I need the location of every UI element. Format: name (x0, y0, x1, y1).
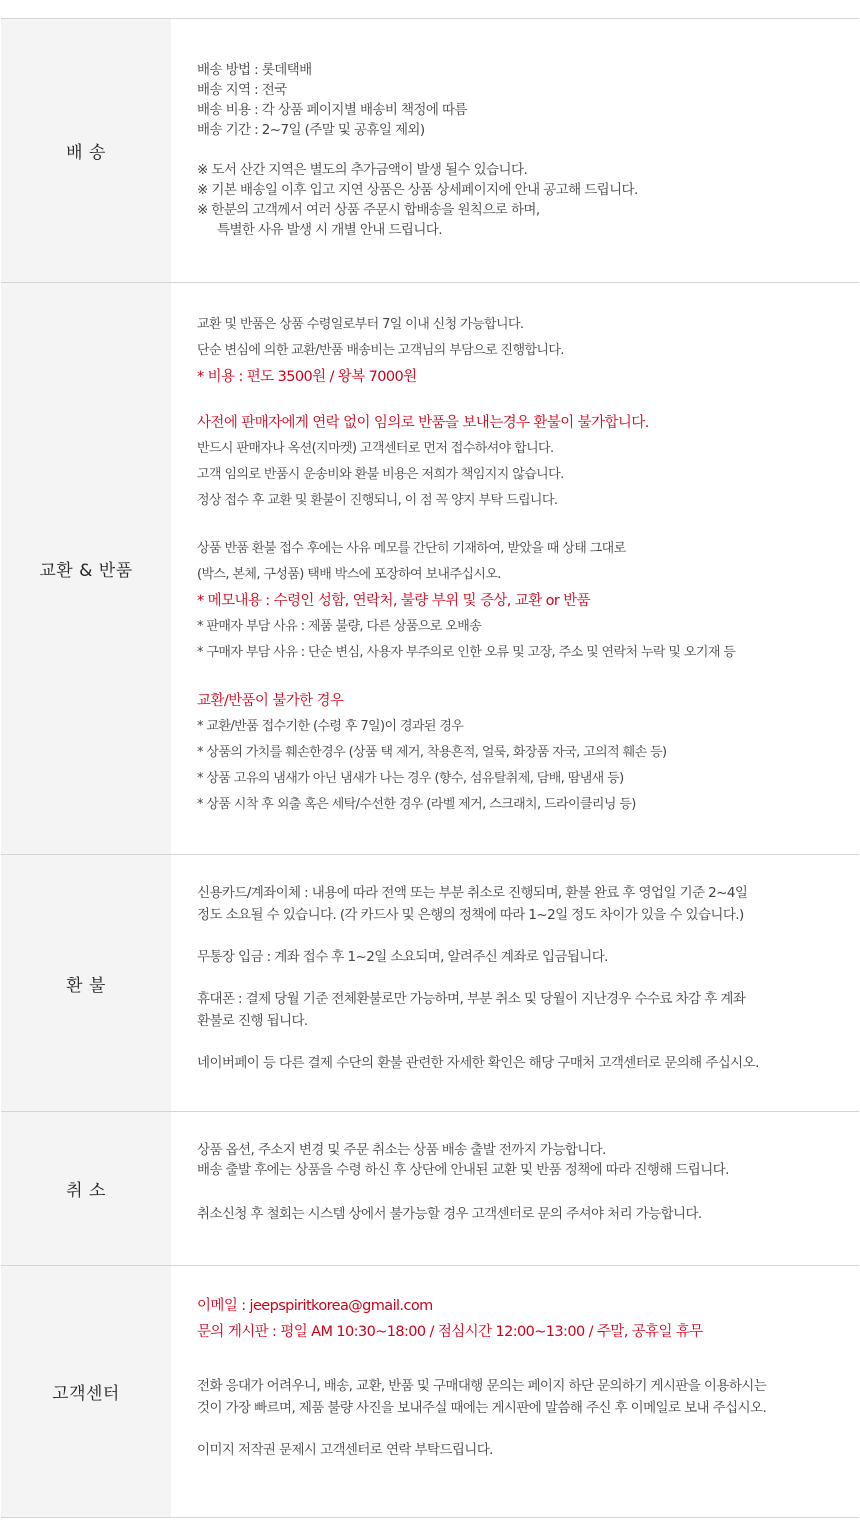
refund-line: 정도 소요될 수 있습니다. (각 카드사 및 은행의 정책에 따라 1~2일 정도 차이가 있을 수 있습니다.) (197, 907, 744, 923)
shipping-period: 배송 기간 : 2~7일 (주말 및 공휴일 제외) (197, 122, 425, 138)
shipping-note: ※ 도서 산간 지역은 별도의 추가금액이 발생 될수 있습니다. (197, 162, 528, 178)
exchange-row (1, 283, 859, 855)
exchange-line: * 상품 고유의 냄새가 아닌 냄새가 나는 경우 (향수, 섬유탈취제, 담배, 땀냄새 등) (197, 771, 624, 786)
customer-center-content (171, 1266, 859, 1517)
refund-line: 환불로 진행 됩니다. (197, 1013, 308, 1029)
cs-email: 이메일 : jeepspiritkorea@gmail.com (197, 1298, 433, 1314)
refund-header: 환 불 (1, 855, 171, 1111)
shipping-content (171, 19, 859, 282)
cancel-line: 취소신청 후 철회는 시스템 상에서 불가능할 경우 고객센터로 문의 주셔야 처리 가능합니다. (197, 1206, 702, 1222)
policy-table (1, 18, 859, 1518)
exchange-line: * 판매자 부담 사유 : 제품 불량, 다른 상품으로 오배송 (197, 619, 482, 634)
exchange-content (171, 283, 859, 854)
exchange-memo: * 메모내용 : 수령인 성함, 연락처, 불량 부위 및 증상, 교환 or 반품 (197, 593, 591, 609)
exchange-line: * 구매자 부담 사유 : 단순 변심, 사용자 부주의로 인한 오류 및 고장, 주소 및 연락처 누락 및 오기재 등 (197, 645, 736, 660)
shipping-method: 배송 방법 : 롯데택배 (197, 62, 312, 78)
refund-line: 네이버페이 등 다른 결제 수단의 환불 관련한 자세한 확인은 해당 구매처 고객센터로 문의해 주십시오. (197, 1055, 759, 1071)
refund-content (171, 855, 859, 1111)
exchange-header: 교환 & 반품 (1, 283, 171, 854)
cs-line: 전화 응대가 어려우니, 배송, 교환, 반품 및 구매대행 문의는 페이지 하단 문의하기 게시판을 이용하시는 (197, 1378, 767, 1394)
refund-line: 휴대폰 : 결제 당월 기준 전체환불로만 가능하며, 부분 취소 및 당월이 지난경우 수수료 차감 후 계좌 (197, 991, 746, 1007)
exchange-line: 정상 접수 후 교환 및 환불이 진행되니, 이 점 꼭 양지 부탁 드립니다. (197, 493, 558, 508)
exchange-line: 교환 및 반품은 상품 수령일로부터 7일 이내 신청 가능합니다. (197, 317, 524, 332)
exchange-line: * 상품 시착 후 외출 혹은 세탁/수선한 경우 (라벨 제거, 스크래치, 드라이클리닝 등) (197, 797, 636, 812)
cancel-content (171, 1112, 859, 1265)
shipping-area: 배송 지역 : 전국 (197, 82, 287, 98)
cs-line: 것이 가장 빠르며, 제품 불량 사진을 보내주실 때에는 게시판에 말씀해 주신 후 이메일로 보내 주십시오. (197, 1400, 767, 1416)
shipping-row (1, 19, 859, 283)
exchange-line: * 상품의 가치를 훼손한경우 (상품 택 제거, 착용흔적, 얼룩, 화장품 자국, 고의적 훼손 등) (197, 745, 667, 760)
exchange-line: (박스, 본체, 구성품) 택배 박스에 포장하여 보내주십시오. (197, 567, 501, 582)
shipping-note: ※ 한분의 고객께서 여러 상품 주문시 합배송을 원칙으로 하며, (197, 202, 540, 218)
refund-line: 신용카드/계좌이체 : 내용에 따라 전액 또는 부분 취소로 진행되며, 환불 완료 후 영업일 기준 2~4일 (197, 885, 748, 901)
refund-line: 무통장 입금 : 계좌 접수 후 1~2일 소요되며, 알려주신 계좌로 입금됩니다. (197, 949, 608, 965)
exchange-line: 상품 반품 환불 접수 후에는 사유 메모를 간단히 기재하여, 받았을 때 상태 그대로 (197, 541, 626, 556)
exchange-line: 고객 임의로 반품시 운송비와 환불 비용은 저희가 책임지지 않습니다. (197, 467, 564, 482)
exchange-warning: 사전에 판매자에게 연락 없이 임의로 반품을 보내는경우 환불이 불가합니다. (197, 415, 649, 431)
cs-line: 이미지 저작권 문제시 고객센터로 연락 부탁드립니다. (197, 1442, 493, 1458)
cancel-row (1, 1112, 859, 1266)
exchange-unavailable-title: 교환/반품이 불가한 경우 (197, 693, 344, 709)
exchange-line: 단순 변심에 의한 교환/반품 배송비는 고객님의 부담으로 진행합니다. (197, 343, 564, 358)
exchange-line: * 교환/반품 접수기한 (수령 후 7일)이 경과된 경우 (197, 719, 464, 734)
cs-board-hours: 문의 게시판 : 평일 AM 10:30~18:00 / 점심시간 12:00~13:00 / 주말, 공휴일 휴무 (197, 1324, 703, 1340)
shipping-note: 특별한 사유 발생 시 개별 안내 드립니다. (217, 222, 442, 238)
cancel-line: 배송 출발 후에는 상품을 수령 하신 후 상단에 안내된 교환 및 반품 정책에 따라 진행해 드립니다. (197, 1162, 729, 1178)
cancel-line: 상품 옵션, 주소지 변경 및 주문 취소는 상품 배송 출발 전까지 가능합니다. (197, 1142, 606, 1158)
customer-center-header: 고객센터 (1, 1266, 171, 1517)
shipping-note: ※ 기본 배송일 이후 입고 지연 상품은 상품 상세페이지에 안내 공고해 드립니다. (197, 182, 638, 198)
exchange-cost: * 비용 : 편도 3500원 / 왕복 7000원 (197, 369, 417, 385)
shipping-header: 배 송 (1, 19, 171, 282)
cancel-header: 취 소 (1, 1112, 171, 1265)
exchange-line: 반드시 판매자나 옥션(지마켓) 고객센터로 먼저 접수하셔야 합니다. (197, 441, 554, 456)
customer-center-row (1, 1266, 859, 1517)
shipping-cost: 배송 비용 : 각 상품 페이지별 배송비 책정에 따름 (197, 102, 467, 118)
refund-row (1, 855, 859, 1112)
